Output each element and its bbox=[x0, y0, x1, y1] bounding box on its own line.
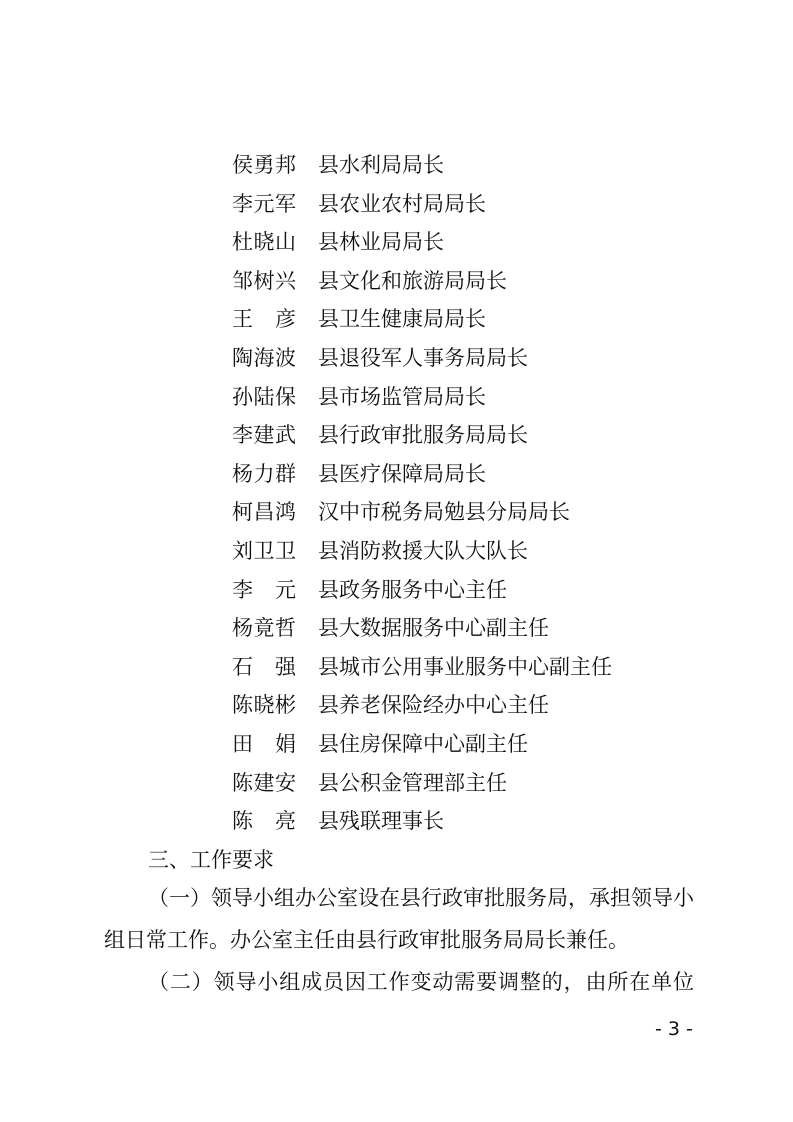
member-name: 陈建安 bbox=[232, 770, 296, 795]
member-name: 刘卫卫 bbox=[232, 538, 296, 563]
member-title: 县水利局局长 bbox=[318, 153, 444, 177]
paragraph-office bbox=[104, 877, 694, 961]
member-row bbox=[232, 378, 752, 417]
member-row bbox=[232, 339, 752, 378]
member-title: 县卫生健康局局长 bbox=[318, 307, 486, 332]
paragraph-adjustment bbox=[104, 961, 694, 1003]
member-name: 孙陆保 bbox=[232, 384, 296, 409]
member-row bbox=[232, 802, 752, 841]
member-name: 石 强 bbox=[232, 654, 296, 679]
member-name: 李建武 bbox=[232, 423, 296, 448]
member-title: 县行政审批服务局局长 bbox=[318, 423, 528, 448]
member-name: 田 娟 bbox=[232, 731, 296, 756]
member-row bbox=[232, 416, 752, 455]
member-title: 县医疗保障局局长 bbox=[318, 461, 486, 486]
member-name: 陈 亮 bbox=[232, 809, 296, 834]
member-name: 陶海波 bbox=[232, 345, 296, 370]
member-name: 杜晓山 bbox=[232, 230, 296, 255]
member-row bbox=[232, 648, 752, 687]
member-row bbox=[232, 764, 752, 803]
member-title: 县退役军人事务局局长 bbox=[318, 345, 528, 370]
member-row bbox=[232, 185, 752, 224]
member-title: 县残联理事长 bbox=[318, 809, 444, 834]
member-row bbox=[232, 725, 752, 764]
section-heading: 三、工作要求 bbox=[148, 848, 274, 872]
member-name: 李 元 bbox=[232, 577, 296, 602]
page-number: - 3 - bbox=[655, 1018, 693, 1040]
member-row bbox=[232, 493, 752, 532]
member-title: 县政务服务中心主任 bbox=[318, 577, 507, 602]
member-title: 县消防救援大队大队长 bbox=[318, 538, 528, 563]
member-row bbox=[232, 571, 752, 610]
member-row bbox=[232, 223, 752, 262]
member-title: 县农业农村局局长 bbox=[318, 191, 486, 216]
member-row bbox=[232, 262, 752, 301]
member-title: 县城市公用事业服务中心副主任 bbox=[318, 654, 612, 679]
member-name: 陈晓彬 bbox=[232, 693, 296, 718]
member-row bbox=[232, 532, 752, 571]
member-list bbox=[232, 146, 752, 841]
member-name: 杨力群 bbox=[232, 461, 296, 486]
member-row bbox=[232, 686, 752, 725]
member-title: 县公积金管理部主任 bbox=[318, 770, 507, 795]
member-name: 杨竟哲 bbox=[232, 616, 296, 641]
member-row bbox=[232, 455, 752, 494]
member-title: 县市场监管局局长 bbox=[318, 384, 486, 409]
member-row bbox=[232, 300, 752, 339]
member-name: 柯昌鸿 bbox=[232, 500, 296, 525]
paragraph-line: （一）领导小组办公室设在县行政审批服务局，承担领导小 bbox=[148, 886, 694, 910]
member-title: 县大数据服务中心副主任 bbox=[318, 616, 549, 641]
paragraph-line: （二）领导小组成员因工作变动需要调整的，由所在单位 bbox=[148, 970, 694, 994]
member-title: 县文化和旅游局局长 bbox=[318, 268, 507, 293]
paragraph-line: 组日常工作。办公室主任由县行政审批服务局局长兼任。 bbox=[104, 928, 629, 952]
member-title: 县林业局局长 bbox=[318, 230, 444, 255]
member-name: 邹树兴 bbox=[232, 268, 296, 293]
member-title: 县住房保障中心副主任 bbox=[318, 731, 528, 756]
member-title: 县养老保险经办中心主任 bbox=[318, 693, 549, 718]
member-name: 李元军 bbox=[232, 191, 296, 216]
member-title: 汉中市税务局勉县分局局长 bbox=[318, 500, 570, 525]
member-name: 侯勇邦 bbox=[232, 153, 296, 177]
member-name: 王 彦 bbox=[232, 307, 296, 332]
member-row bbox=[232, 146, 752, 185]
member-row bbox=[232, 609, 752, 648]
